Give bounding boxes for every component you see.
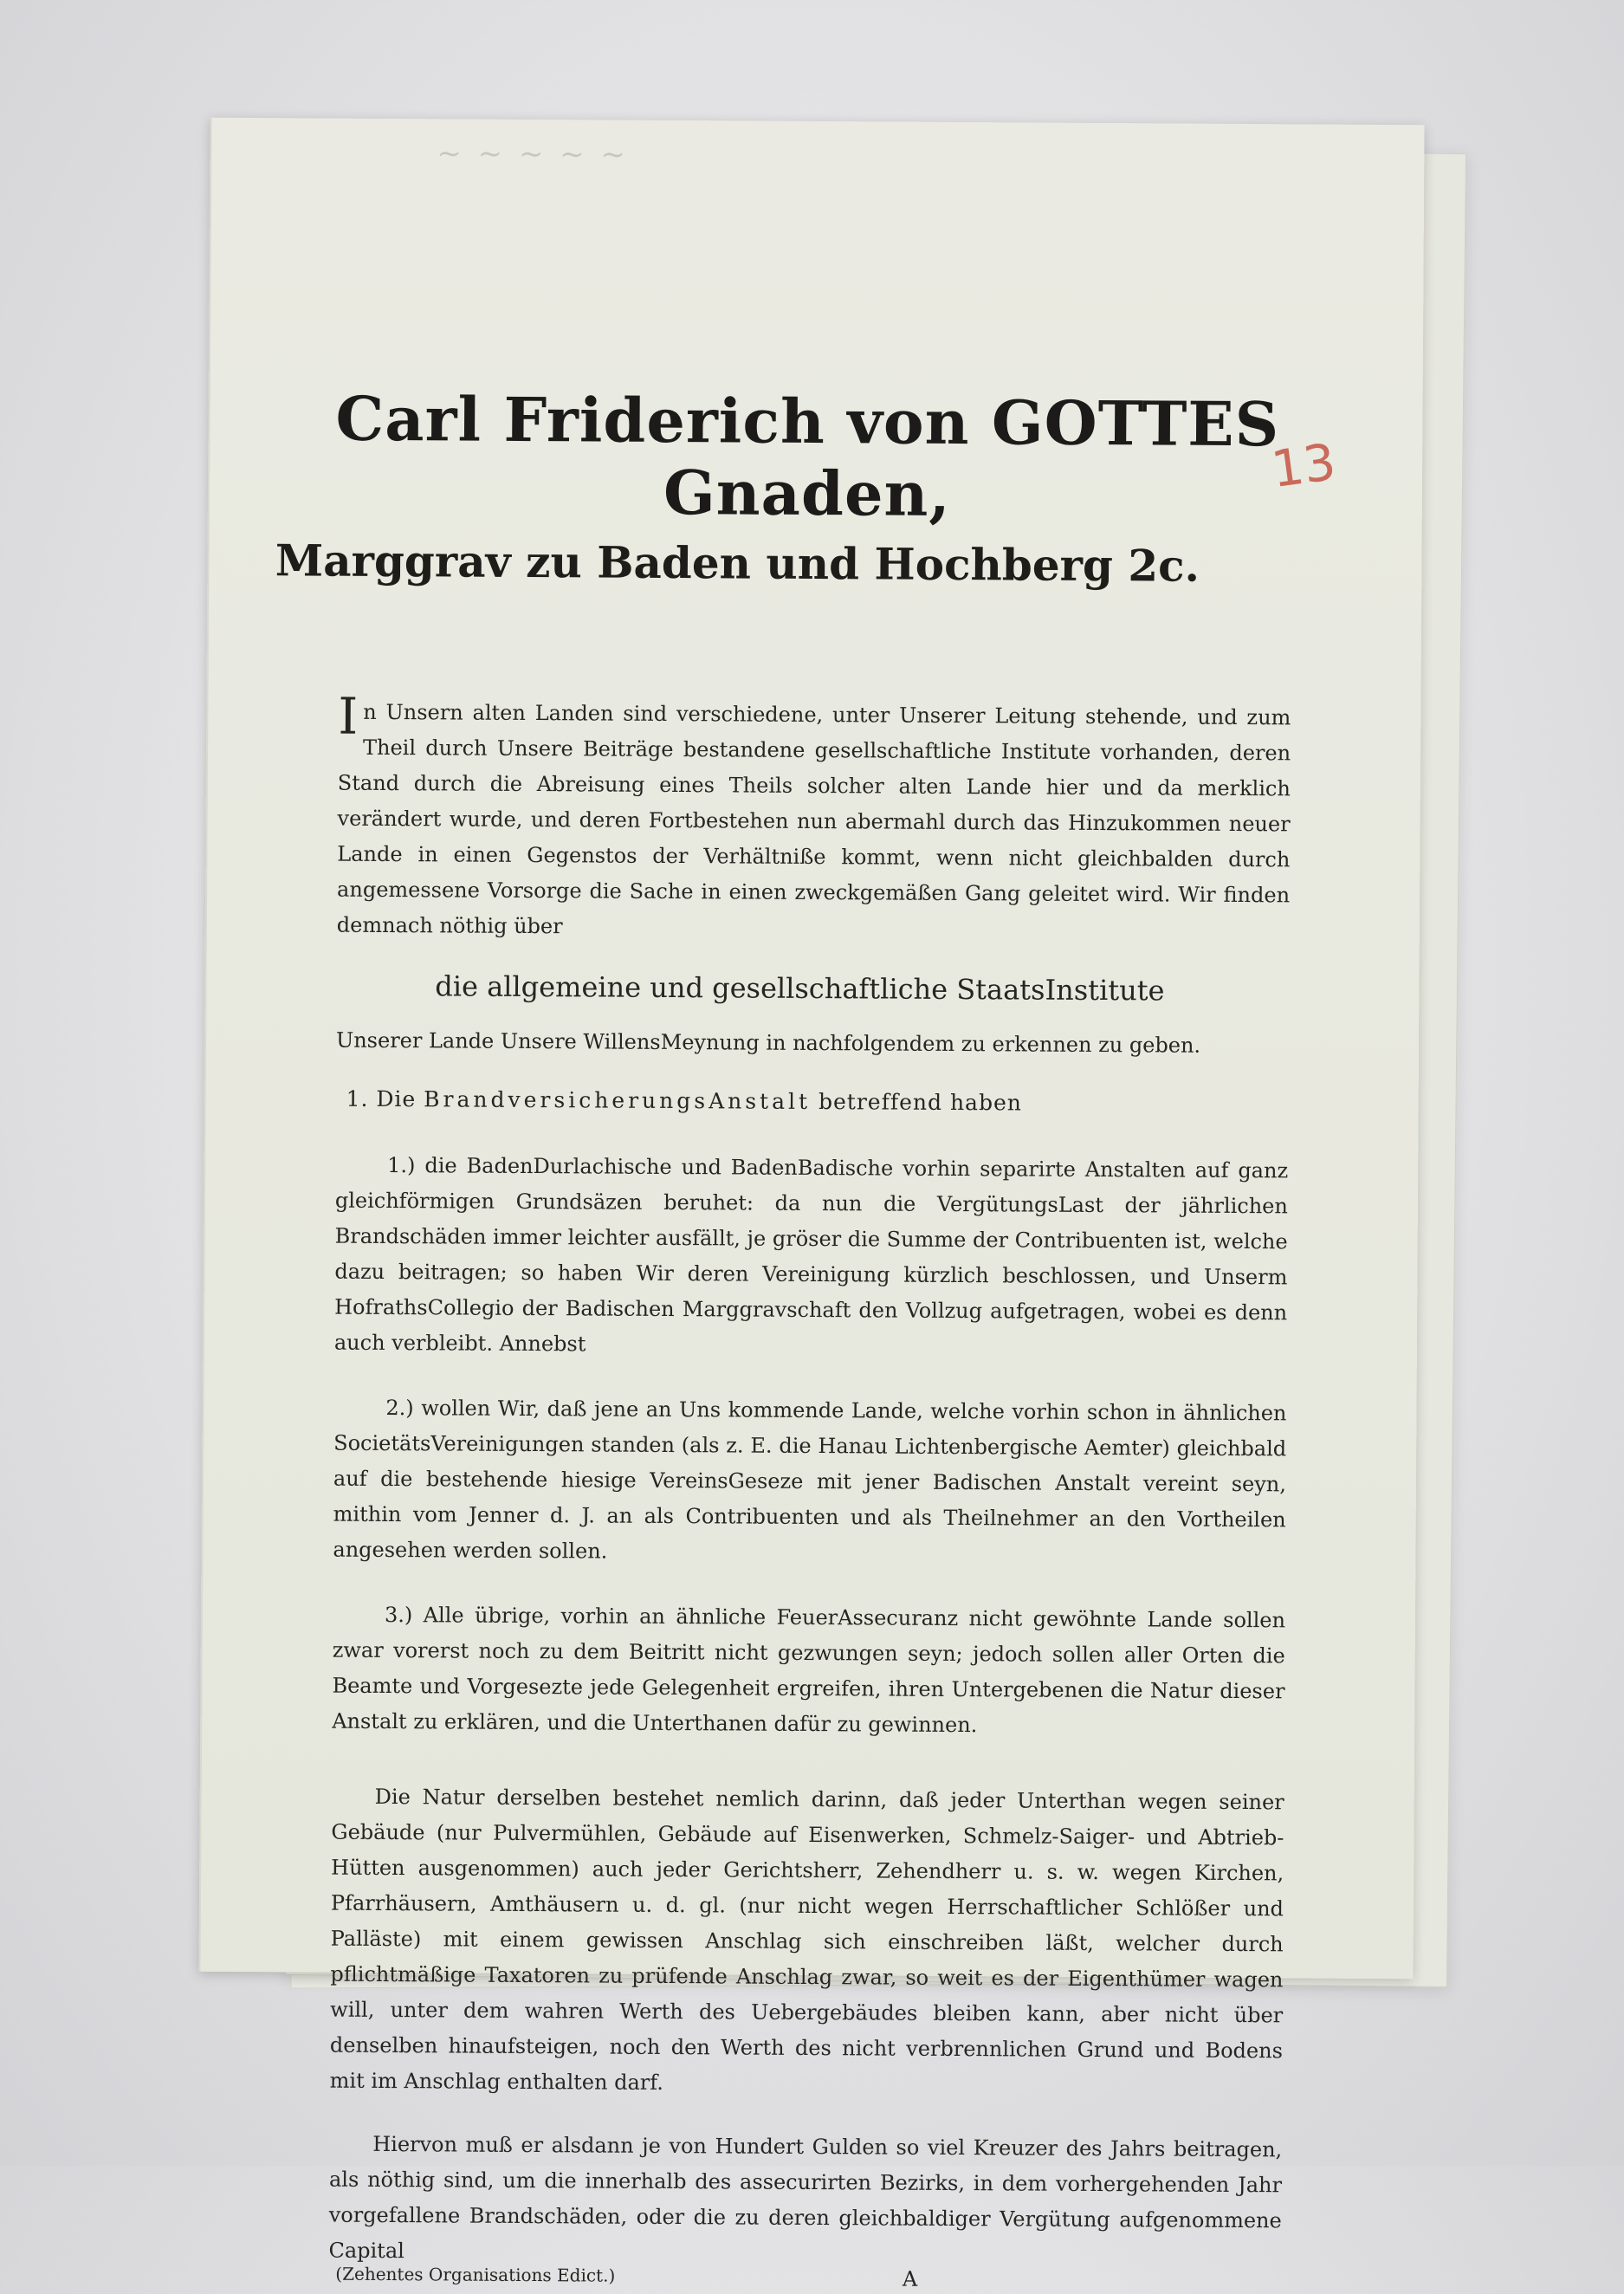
footer-edict-label: (Zehentes Organisations Edict.) bbox=[335, 2263, 616, 2286]
hiervon-paragraph: Hiervon muß er alsdann je von Hundert Gulden so viel Kreuzer des Jahrs beitragen, als nöthig sind, um die innerhalb des assecurirten Bezirks, in dem vorhergehenden Jahr vorgefallene Brandschäden, oder die zu deren gleichbaldiger Vergütung aufgenommene Capital bbox=[328, 2131, 1283, 2264]
faded-handwriting: ~ ~ ~ ~ ~ bbox=[437, 136, 630, 172]
intro-paragraph: In Unsern alten Landen sind verschiedene, unter Unserer Leitung stehende, und zum Theil durch Unsere Beiträge bestandene gesellschaftliche Institute vorhanden, deren Stand durch die Abreisung eines Theils solcher alten Lande hier und da merklich verändert wurde, und deren Fortbestehen nun abermahl durch das Hinzukommen neuer Lande in einen Gegenstos der Verhältniße kommt, wenn nicht gleichbalden durch angemessene Vorsorge die Sache in einen zweckgemäßen Gang geleitet wird. Wir finden demnach nöthig über bbox=[336, 686, 1291, 939]
section-heading: die allgemeine und gesellschaftliche StaatsInstitute bbox=[435, 969, 1165, 1008]
section-1-heading bbox=[336, 1081, 1289, 1123]
item-2: 2.) wollen Wir, daß jene an Uns kommende Lande, welche vorhin schon in ähnlichen SocietätsVereinigungen standen (als z. E. die Hanau Lichtenbergische Aemter) gleichbald auf die bestehende hiesige VereinsGeseze mit jener Badischen Anstalt vereint seyn, mithin vom Jenner d. J. an als Contribuenten und als Theilnehmer an den Vortheilen angesehen werden sollen. bbox=[333, 1396, 1287, 1564]
section-1-spaced: BrandversicherungsAnstalt bbox=[424, 1086, 812, 1114]
page-footer bbox=[328, 2264, 1281, 2294]
document-page bbox=[198, 118, 1424, 2291]
signature-mark: A bbox=[902, 2266, 918, 2291]
document-subtitle: Marggrav zu Baden und Hochberg 2c. bbox=[275, 535, 1200, 592]
natur-paragraph: Die Natur derselben bestehet nemlich darinn, daß jeder Unterthan wegen seiner Gebäude (nur Pulvermühlen, Gebäude auf Eisenwerken, Schmelz-Saiger- und Abtrieb-Hütten ausgenommen) auch jeder Gerichtsherr, Zehendherr u. s. w. wegen Kirchen, Pfarrhäusern, Amthäusern u. d. gl. (nur nicht wegen Herrschaftlicher Schlößer und Palläste) mit einem gewissen Anschlag sich einschreiben läßt, welcher durch pflichtmäßige Taxatoren zu prüfende Anschlag zwar, so weit es der Eigenthümer wagen will, unter dem wahren Werth des Uebergebäudes bleiben kann, aber nicht über denselben hinaufsteigen, noch den Werth des nicht verbrennlichen Grund und Bodens mit im Anschlag enthalten darf. bbox=[329, 1784, 1284, 2095]
item-1: 1.) die BadenDurlachische und BadenBadische vorhin separirte Anstalten auf ganz gleichförmigen Grundsäzen beruhet: da nun die VergütungsLast der jährlichen Brandschäden immer leichter ausfällt, je gröser die Summe der Contribuenten ist, welche dazu beitragen; so haben Wir deren Vereinigung kürzlich beschlossen, und Unserm HofrathsCollegio der Badischen Marggravschaft den Vollzug aufgetragen, wobei es denn auch verbleibt. Annebst bbox=[333, 1153, 1289, 1357]
page-content bbox=[275, 249, 1293, 2294]
item-3: 3.) Alle übrige, vorhin an ähnliche FeuerAssecuranz nicht gewöhnte Lande sollen zwar vorerst noch zu dem Beitritt nicht gezwungen seyn; jedoch sollen aller Orten die Beamte und Vorgesezte jede Gelegenheit ergreifen, ihren Untergebenen die Natur dieser Anstalt zu erklären, und die Unterthanen dafür zu gewinnen. bbox=[332, 1603, 1286, 1738]
will-line: Unserer Lande Unsere WillensMeynung in nachfolgendem zu erkennen zu geben. bbox=[335, 1027, 1201, 1058]
document-title: Carl Friderich von GOTTES Gnaden, bbox=[335, 382, 1280, 530]
section-1-suffix: betreffend haben bbox=[818, 1089, 1023, 1116]
margin-number: 13 bbox=[1268, 431, 1340, 500]
section-1-prefix: 1. Die bbox=[346, 1085, 417, 1112]
